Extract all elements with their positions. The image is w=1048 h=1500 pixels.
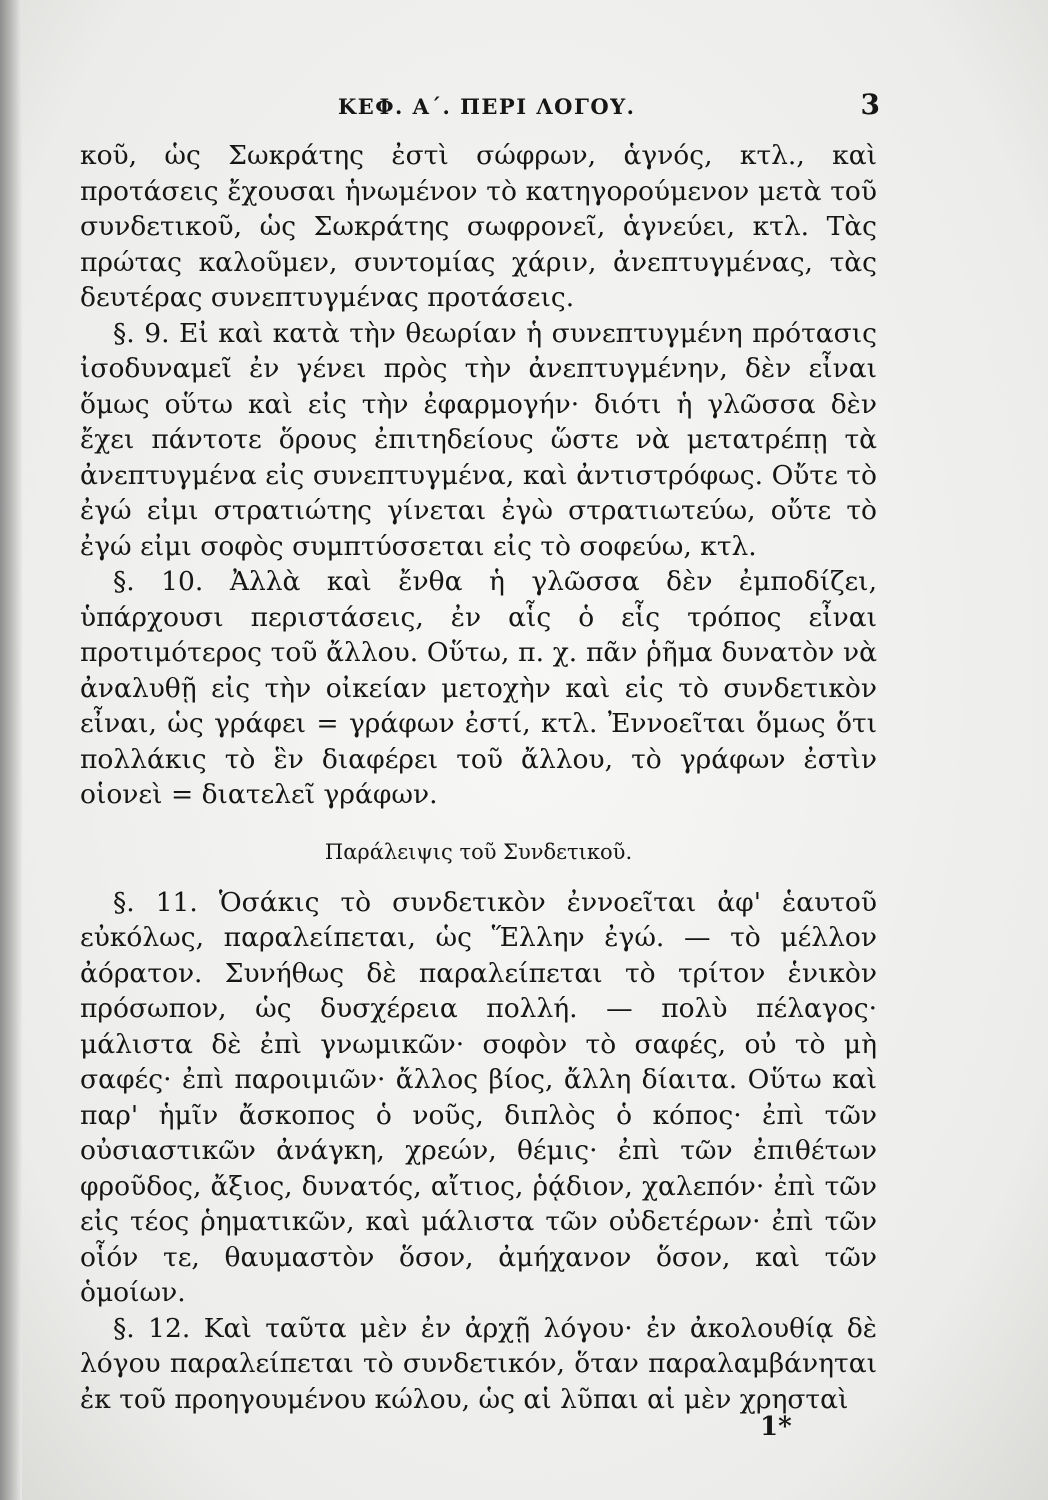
paragraph-section-11: §. 11. Ὁσάκις τὸ συνδετικὸν ἐννοεῖται ἀφ' ἑαυτοῦ εὐκόλως, παραλείπεται, ὡς Ἕλλην ἐγώ. — τὸ μέλλον ἀόρατον. Συνήθως δὲ παραλείπεται τὸ τρίτον ἑνικὸν πρόσωπον, ὡς δυσχέρεια πολλή. — πολὺ πέλαγος· μάλιστα δὲ ἐπὶ γνωμικῶν· σοφὸν τὸ σαφές, οὐ τὸ μὴ σαφές· ἐπὶ παροιμιῶν· ἄλλος βίος, ἄλλη δίαιτα. Οὕτω καὶ παρ' ἡμῖν ἄσκοπος ὁ νοῦς, διπλὸς ὁ κόπος· ἐπὶ τῶν οὐσιαστικῶν ἀνάγκη, χρεών, θέμις· ἐπὶ τῶν ἐπιθέτων φροῦδος, ἄξιος, δυνατός, αἴτιος, ῥᾴδιον, χαλεπόν· ἐπὶ τῶν εἰς τέος ῥηματικῶν, καὶ μάλιστα τῶν οὐδετέρων· ἐπὶ τῶν οἷόν τε, θαυμαστὸν ὅσον, ἀμήχανον ὅσον, καὶ τῶν ὁμοίων. [80,886,877,1308]
page-number: 3 [860,88,880,121]
page-edge-shadow [0,0,22,1500]
signature-mark: 1* [760,1412,792,1442]
paragraph-section-12: §. 12. Καὶ ταῦτα μὲν ἐν ἀρχῇ λόγου· ἐν ἀκολουθίᾳ δὲ λόγου παραλείπεται τὸ συνδετικόν, ὅταν παραλαμβάνηται ἐκ τοῦ προηγουμένου κώλου, ὡς αἱ λῦπαι αἱ μὲν χρησταὶ [80,1312,877,1415]
running-head: ΚΕΦ. Α΄. ΠΕΡΙ ΛΟΓΟΥ. [338,94,636,119]
section-title: Παράλειψις τοῦ Συνδετικοῦ. [324,839,633,864]
paragraph-section-9: §. 9. Εἰ καὶ κατὰ τὴν θεωρίαν ἡ συνεπτυγμένη πρότασις ἰσοδυναμεῖ ἐν γένει πρὸς τὴν ἀνεπτυγμένην, δὲν εἶναι ὅμως οὕτω καὶ εἰς τὴν ἐφαρμογήν· διότι ἡ γλῶσσα δὲν ἔχει πάντοτε ὅρους ἐπιτηδείους ὥστε νὰ μετατρέπῃ τὰ ἀνεπτυγμένα εἰς συνεπτυγμένα, καὶ ἀντιστρόφως. Οὔτε τὸ ἐγώ εἰμι στρατιώτης γίνεται ἐγὼ στρατιωτεύω, οὔτε τὸ ἐγώ εἰμι σοφὸς συμπτύσσεται εἰς τὸ σοφεύω, κτλ. [80,317,877,562]
body-text [80,138,877,1417]
paragraph-section-10: §. 10. Ἀλλὰ καὶ ἔνθα ἡ γλῶσσα δὲν ἐμποδίζει, ὑπάρχουσι περιστάσεις, ἐν αἷς ὁ εἷς τρόπος εἶναι προτιμότερος τοῦ ἄλλου. Οὕτω, π. χ. πᾶν ῥῆμα δυνατὸν νὰ ἀναλυθῇ εἰς τὴν οἰκείαν μετοχὴν καὶ εἰς τὸ συνδετικὸν εἶναι, ὡς γράφει = γράφων ἐστί, κτλ. Ἐννοεῖται ὅμως ὅτι πολλάκις τὸ ἓν διαφέρει τοῦ ἄλλου, τὸ γράφων ἐστὶν οἱονεὶ = διατελεῖ γράφων. [80,566,877,810]
page-header [80,88,880,124]
paragraph-continuation: κοῦ, ὡς Σωκράτης ἐστὶ σώφρων, ἁγνός, κτλ., καὶ προτάσεις ἔχουσαι ἡνωμένον τὸ κατηγορούμενον μετὰ τοῦ συνδετικοῦ, ὡς Σωκράτης σωφρονεῖ, ἁγνεύει, κτλ. Τὰς πρώτας καλοῦμεν, συντομίας χάριν, ἀνεπτυγμένας, τὰς δευτέρας συνεπτυγμένας προτάσεις. [80,140,877,313]
